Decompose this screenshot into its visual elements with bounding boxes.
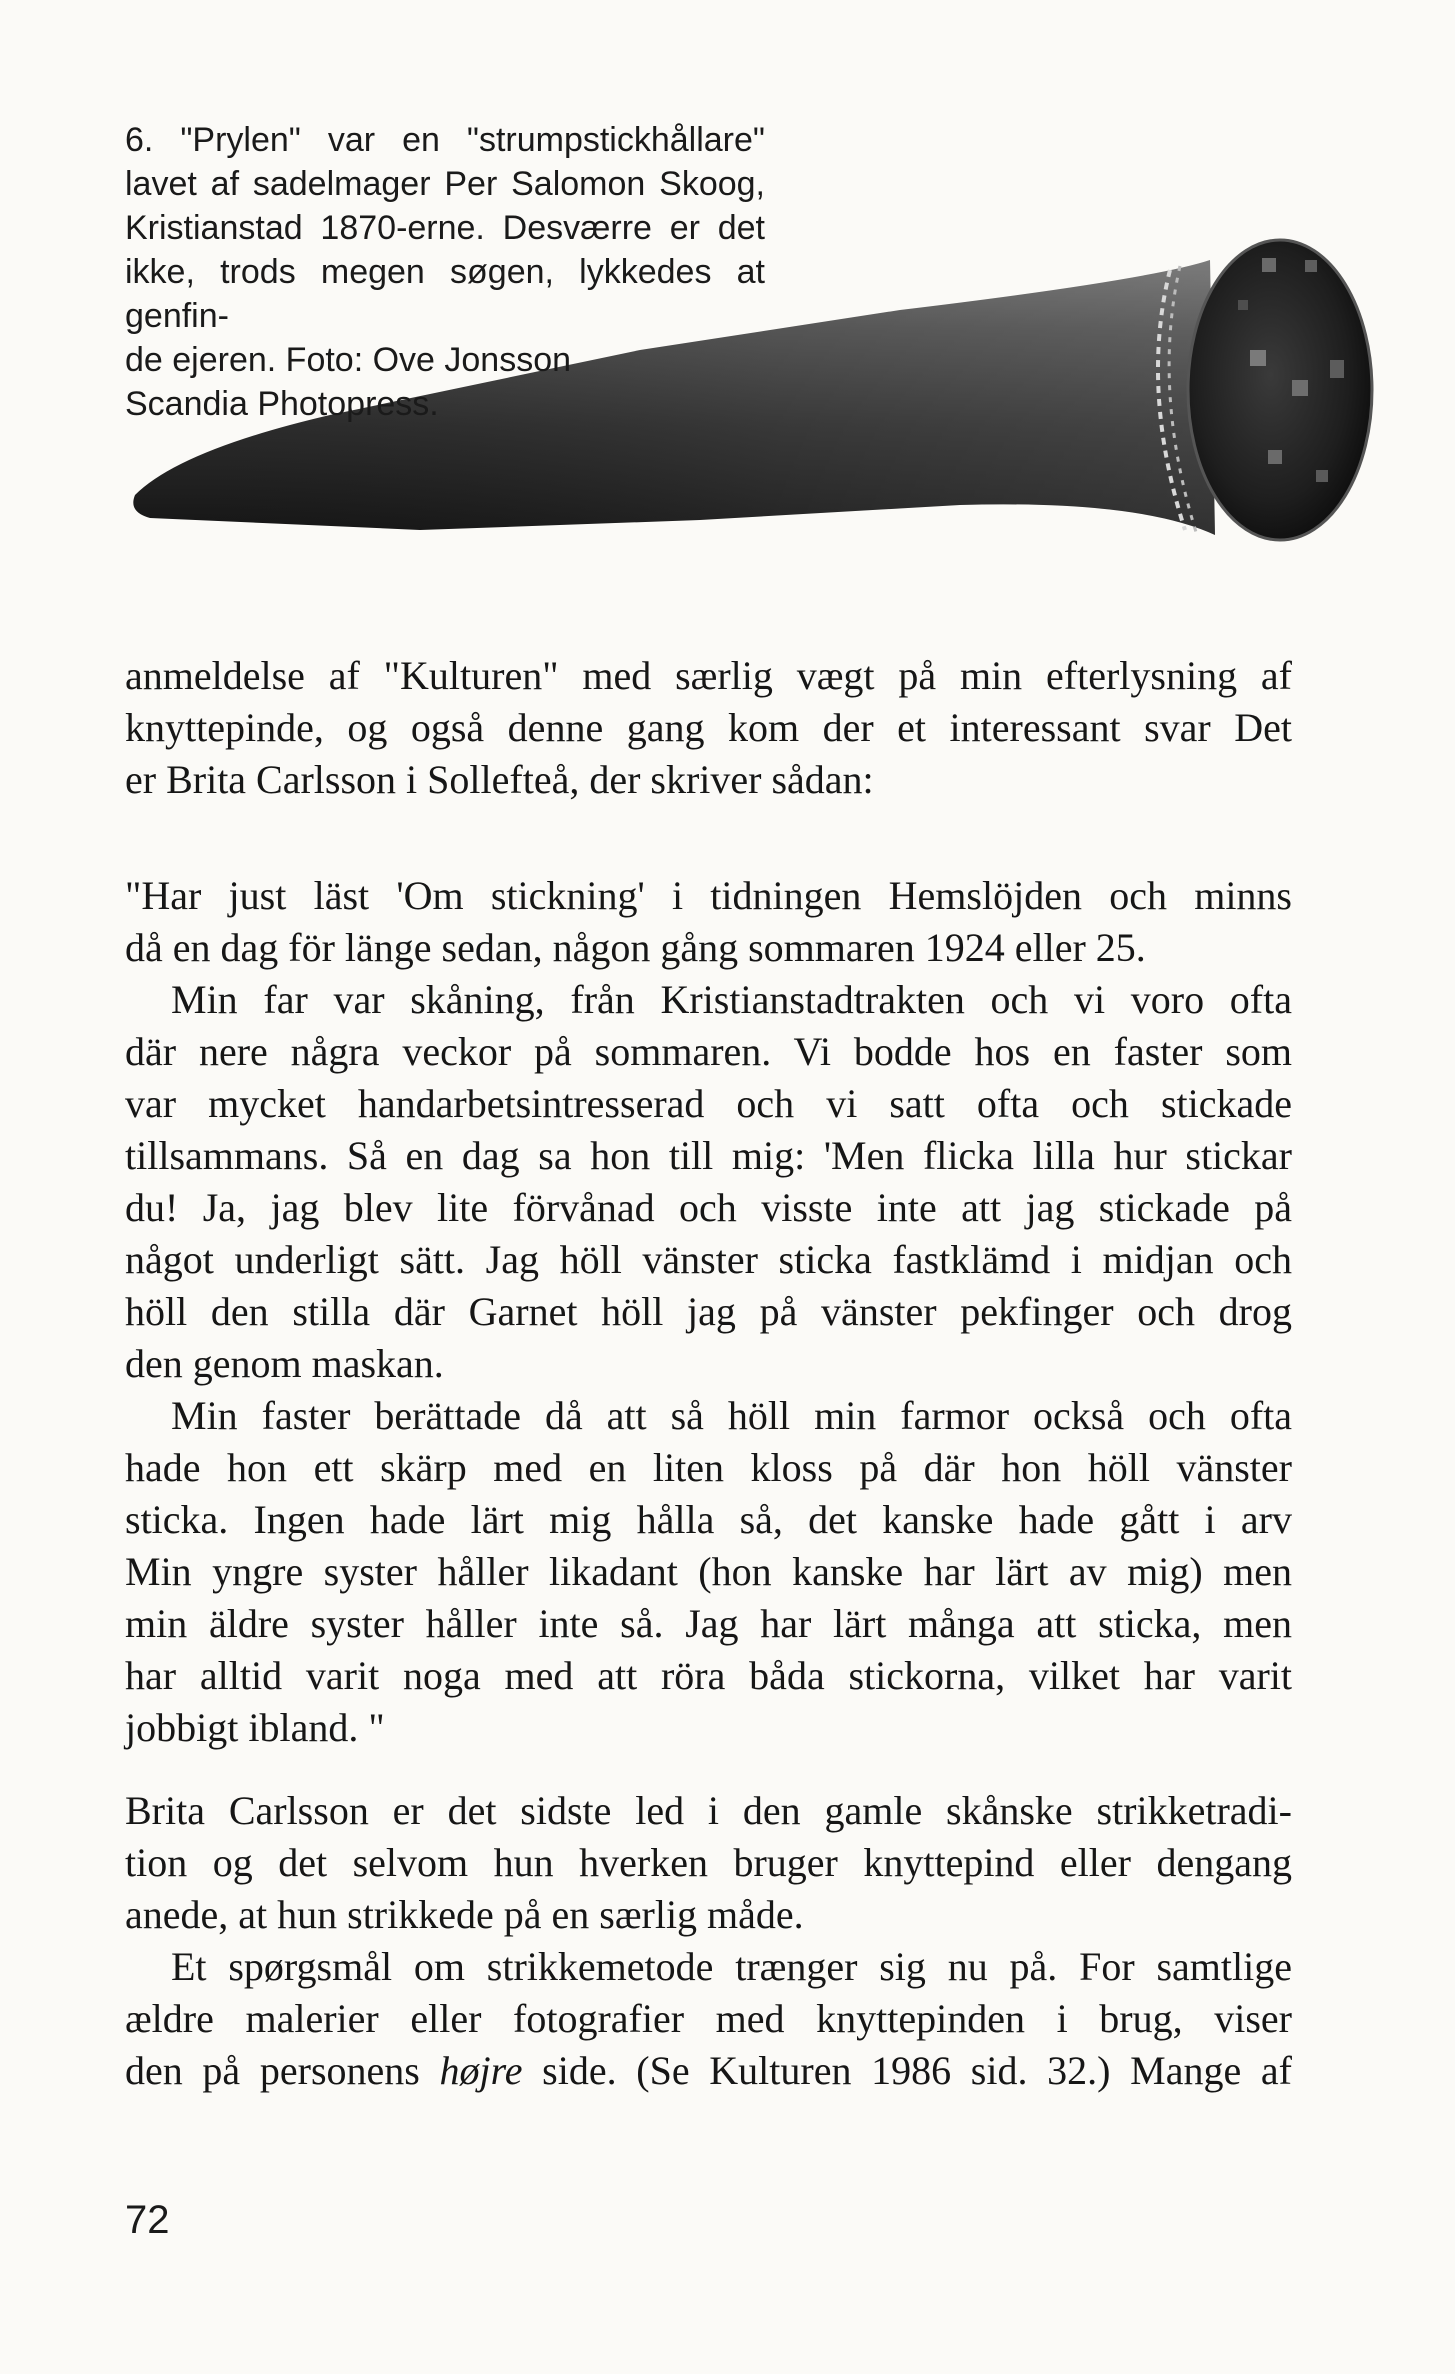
text-line: er Brita Carlsson i Sollefteå, der skriver sådan: — [125, 757, 874, 802]
figure-caption — [125, 118, 765, 426]
text-fragment: side. (Se Kulturen 1986 sid. 32.) Mange af — [522, 2048, 1293, 2093]
text-line: "Har just läst 'Om stickning' i tidningen Hemslöjden och minns — [125, 873, 1292, 918]
caption-line: 6. "Prylen" var en "strumpstickhållare" — [125, 121, 765, 159]
closing-paragraph — [125, 1785, 1292, 2097]
text-line: du! Ja, jag blev lite förvånad och visste inte att jag stickade på — [125, 1185, 1292, 1230]
text-line: Et spørgsmål om strikkemetode trænger sig nu på. For samtlige — [171, 1944, 1292, 1989]
text-line: anmeldelse af "Kulturen" med særlig vægt på min efterlysning af — [125, 653, 1292, 698]
emphasized-word: højre — [439, 2048, 523, 2093]
text-line: jobbigt ibland. " — [125, 1705, 385, 1750]
text-line: anede, at hun strikkede på en særlig måde. — [125, 1892, 804, 1937]
text-line: min äldre syster håller inte så. Jag har lärt många att sticka, men — [125, 1601, 1292, 1646]
page-number: 72 — [125, 2198, 170, 2242]
text-line: ældre malerier eller fotografier med knyttepinden i brug, viser — [125, 1996, 1292, 2041]
text-line: Min far var skåning, från Kristianstadtrakten och vi voro ofta — [171, 977, 1292, 1022]
text-line: hade hon ett skärp med en liten kloss på där hon höll vänster — [125, 1445, 1292, 1490]
text-fragment: den på personens — [125, 2048, 440, 2093]
text-line: Min faster berättade då att så höll min farmor också och ofta — [171, 1393, 1292, 1438]
text-line: tion og det selvom hun hverken bruger knyttepind eller dengang — [125, 1840, 1292, 1885]
text-line: den genom maskan. — [125, 1341, 444, 1386]
text-line: har alltid varit noga med att röra båda stickorna, vilket har varit — [125, 1653, 1292, 1698]
caption-line: lavet af sadelmager Per Salomon Skoog, — [125, 165, 765, 203]
text-line: något underligt sätt. Jag höll vänster sticka fastklämd i midjan och — [125, 1237, 1292, 1282]
caption-line: de ejeren. Foto: Ove Jonsson — [125, 341, 572, 379]
quoted-letter — [125, 870, 1292, 1754]
text-line: Brita Carlsson er det sidste led i den gamle skånske strikketradi- — [125, 1788, 1292, 1833]
text-line: höll den stilla där Garnet höll jag på vänster pekfinger och drog — [125, 1289, 1292, 1334]
text-line: där nere några veckor på sommaren. Vi bodde hos en faster som — [125, 1029, 1292, 1074]
figure — [0, 0, 1455, 600]
text-line: tillsammans. Så en dag sa hon till mig: 'Men flicka lilla hur stickar — [125, 1133, 1292, 1178]
caption-line: Scandia Photopress. — [125, 385, 439, 423]
text-line: sticka. Ingen hade lärt mig hålla så, det kanske hade gått i arv — [125, 1497, 1292, 1542]
text-line: var mycket handarbetsintresserad och vi satt ofta och stickade — [125, 1081, 1292, 1126]
text-line: knyttepinde, og også denne gang kom der et interessant svar Det — [125, 705, 1292, 750]
text-line: Min yngre syster håller likadant (hon kanske har lärt av mig) men — [125, 1549, 1292, 1594]
text-line: då en dag för länge sedan, någon gång sommaren 1924 eller 25. — [125, 925, 1146, 970]
caption-line: ikke, trods megen søgen, lykkedes at genfin- — [125, 253, 765, 335]
text-line — [125, 2045, 1292, 2097]
intro-paragraph — [125, 650, 1292, 806]
caption-line: Kristianstad 1870-erne. Desværre er det — [125, 209, 765, 247]
